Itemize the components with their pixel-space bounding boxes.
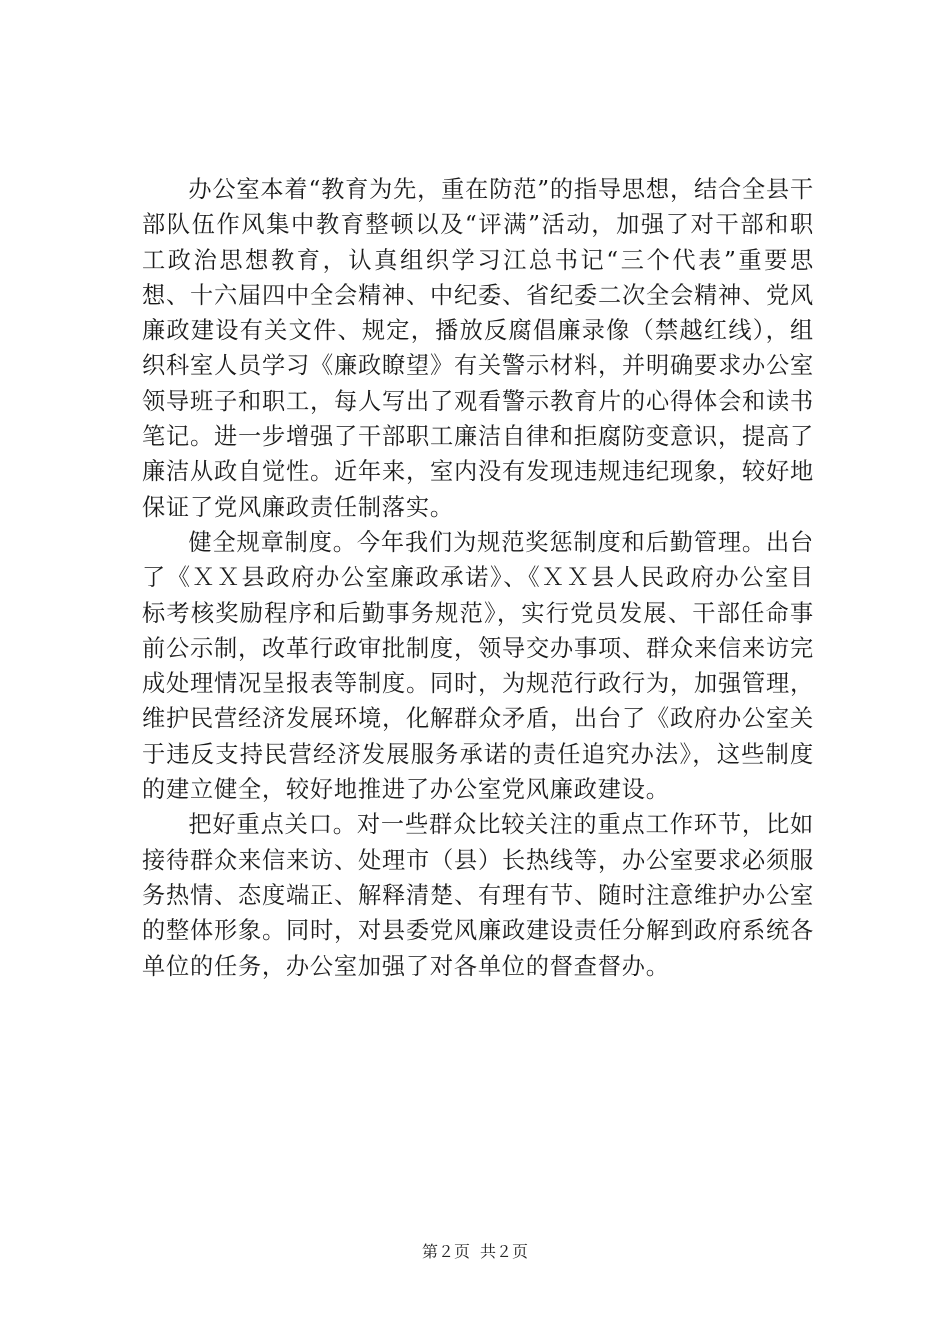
paragraph-regulations: 健全规章制度。今年我们为规范奖惩制度和后勤管理。出台了《ＸＸ县政府办公室廉政承诺》、《ＸＸ县人民政府办公室目标考核奖励程序和后勤事务规范》，实行党员发展、干部任命事前公示制，改革行政审批制度，领导交办事项、群众来信来访完成处理情况呈报表等制度。同时，为规范行政行为，加强管理，维护民营经济发展环境，化解群众矛盾，出台了《政府办公室关于违反支持民营经济发展服务承诺的责任追究办法》，这些制度的建立健全，较好地推进了办公室党风廉政建设。: [142, 528, 814, 804]
paragraph-key-checkpoints: 把好重点关口。对一些群众比较关注的重点工作环节，比如接待群众来信来访、处理市（县）长热线等，办公室要求必须服务热情、态度端正、解释清楚、有理有节、随时注意维护办公室的整体形象。同时，对县委党风廉政建设责任分解到政府系统各单位的任务，办公室加强了对各单位的督查督办。: [142, 811, 814, 980]
page-footer: [0, 1242, 950, 1262]
paragraph-education: 办公室本着“教育为先，重在防范”的指导思想，结合全县干部队伍作风集中教育整顿以及“评满”活动，加强了对干部和职工政治思想教育，认真组织学习江总书记“三个代表”重要思想、十六届四中全会精神、中纪委、省纪委二次全会精神、党风廉政建设有关文件、规定，播放反腐倡廉录像（禁越红线），组织科室人员学习《廉政瞭望》有关警示材料，并明确要求办公室领导班子和职工，每人写出了观看警示教育片的心得体会和读书笔记。进一步增强了干部职工廉洁自律和拒腐防变意识，提高了廉洁从政自觉性。近年来，室内没有发现违规违纪现象，较好地保证了党风廉政责任制落实。: [142, 176, 814, 521]
page-number-current: 第２页: [421, 1242, 470, 1261]
page-number-total: 共２页: [480, 1242, 529, 1261]
document-body: [142, 172, 814, 984]
